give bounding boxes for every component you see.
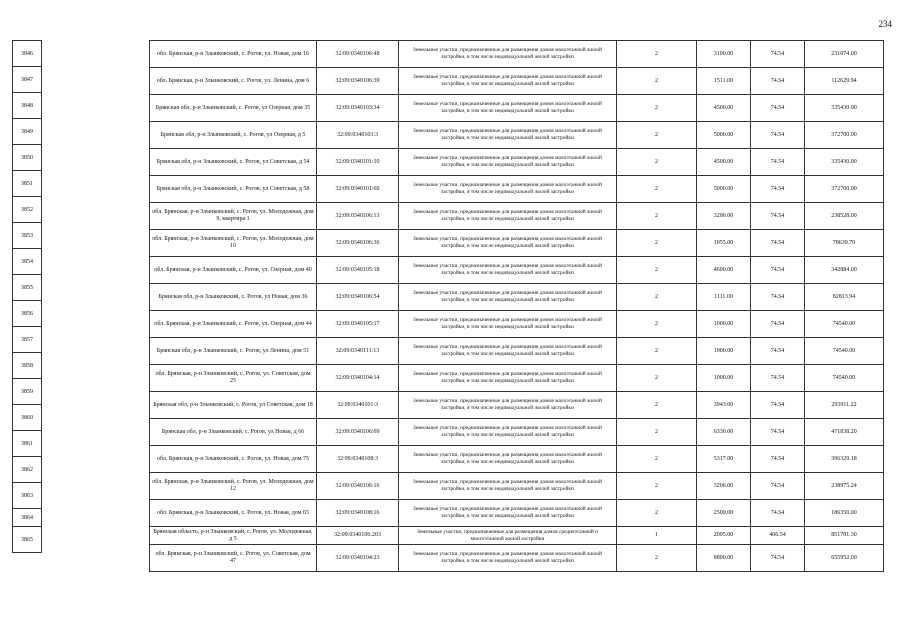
table-row (150, 284, 884, 311)
cadastral-value-cell: 335430.00 (805, 95, 884, 122)
area-cell: 3200.00 (697, 203, 751, 230)
area-cell: 5000.00 (697, 122, 751, 149)
row-id-cell: 3853 (13, 223, 41, 249)
table-row (150, 311, 884, 338)
cadastral-value-cell: 335430.00 (805, 149, 884, 176)
address-cell: обл. Брянская, р-н Злынковский, с. Рогов, ул. Советская, дом 25 (150, 365, 317, 392)
row-id-cell: 3859 (13, 379, 41, 405)
address-cell: обл. Брянская, р-н Злынковский, с. Рогов, ул. Ленина, дом 6 (150, 68, 317, 95)
address-cell: обл. Брянская, р-н Злынковский, с. Рогов, ул. Озерная, дом 44 (150, 311, 317, 338)
table-row (150, 419, 884, 446)
cadastral-number-cell: 32:09:0340108:3 (317, 446, 399, 473)
address-cell: Брянская обл, р-н Злынковский, с. Рогов, ул Советская, дом 18 (150, 392, 317, 419)
address-cell: обл. Брянская, р-н Злынковский, с. Рогов, ул. Советская, дом 47 (150, 545, 317, 572)
cadastral-number-cell: 32:09:0340106:203 (317, 527, 399, 545)
cadastral-value-cell: 231074.00 (805, 41, 884, 68)
area-cell: 1000.00 (697, 365, 751, 392)
cadastral-number-cell: 32:09:0340106:54 (317, 284, 399, 311)
group-cell: 2 (617, 284, 697, 311)
cadastral-number-cell: 32:09:0340104:14 (317, 365, 399, 392)
cadastral-value-cell: 396329.18 (805, 446, 884, 473)
group-cell: 2 (617, 446, 697, 473)
group-cell: 2 (617, 311, 697, 338)
group-cell: 2 (617, 95, 697, 122)
area-cell: 4500.00 (697, 149, 751, 176)
land-use-cell: Земельные участки, предназначенные для размещения домов малоэтажной жилой застройки, в том числе индивидуальной жилой застройки (399, 68, 617, 95)
group-cell: 2 (617, 149, 697, 176)
cadastral-number-cell: 32:09:0340104:23 (317, 545, 399, 572)
row-id-cell: 3846 (13, 41, 41, 67)
land-use-cell: Земельные участки, предназначенные для размещения домов малоэтажной жилой застройки, в том числе индивидуальной жилой застройки (399, 176, 617, 203)
land-use-cell: Земельные участки, предназначенные для размещения домов малоэтажной жилой застройки, в том числе индивидуальной жилой застройки (399, 338, 617, 365)
group-cell: 2 (617, 392, 697, 419)
land-use-cell: Земельные участки, предназначенные для размещения домов малоэтажной жилой застройки, в том числе индивидуальной жилой застройки (399, 545, 617, 572)
rate-cell: 74.54 (751, 68, 805, 95)
address-cell: обл. Брянская, р-н Злынковский, с. Рогов, ул. Молодежная, дом 12 (150, 473, 317, 500)
cadastral-number-cell: 32:09:0340105:17 (317, 311, 399, 338)
cadastral-value-cell: 78639.70 (805, 230, 884, 257)
cadastral-number-cell: 32:09:0340105:18 (317, 257, 399, 284)
row-id-cell: 3863 (13, 483, 41, 509)
cadastral-number-cell: 32:09:0340108:16 (317, 500, 399, 527)
row-id-cell: 3854 (13, 249, 41, 275)
cadastral-number-cell: 32:09:0340106:39 (317, 68, 399, 95)
cadastral-number-cell: 32:09:0340106:16 (317, 473, 399, 500)
rate-cell: 74.54 (751, 473, 805, 500)
area-cell: 1000.00 (697, 338, 751, 365)
cadastral-value-cell: 74540.00 (805, 365, 884, 392)
row-id-cell: 3852 (13, 197, 41, 223)
cadastral-number-cell: 32:09:0340101:10 (317, 149, 399, 176)
table-row (150, 527, 884, 545)
area-cell: 4500.00 (697, 95, 751, 122)
group-cell: 2 (617, 500, 697, 527)
group-cell: 2 (617, 230, 697, 257)
cadastral-value-cell: 186350.00 (805, 500, 884, 527)
address-cell: Брянская обл, р-н Злынковский, с. Рогов, ул Советская, д 58 (150, 176, 317, 203)
row-id-cell: 3856 (13, 301, 41, 327)
area-cell: 4600.00 (697, 257, 751, 284)
group-cell: 2 (617, 338, 697, 365)
group-cell: 2 (617, 41, 697, 68)
row-id-cell: 3861 (13, 431, 41, 457)
cadastral-number-cell: 32:09:0340101:3 (317, 392, 399, 419)
table-row (150, 122, 884, 149)
land-use-cell: Земельные участки, предназначенные для размещения домов малоэтажной жилой застройки, в том числе индивидуальной жилой застройки (399, 311, 617, 338)
page-number: 234 (878, 19, 892, 29)
rate-cell: 74.54 (751, 95, 805, 122)
area-cell: 2500.00 (697, 500, 751, 527)
rate-cell: 74.54 (751, 149, 805, 176)
row-id-cell: 3849 (13, 119, 41, 145)
row-id-cell: 3865 (13, 527, 41, 553)
address-cell: Брянская обл, р-н Злынковский, с. Рогов, ул Новая, дом 36 (150, 284, 317, 311)
cadastral-value-table (149, 40, 884, 572)
rate-cell: 74.54 (751, 446, 805, 473)
rate-cell: 74.54 (751, 392, 805, 419)
cadastral-value-cell: 82813.94 (805, 284, 884, 311)
area-cell: 5317.00 (697, 446, 751, 473)
group-cell: 2 (617, 257, 697, 284)
table-row (150, 257, 884, 284)
table-row (150, 500, 884, 527)
area-cell: 6330.00 (697, 419, 751, 446)
area-cell: 3100.00 (697, 41, 751, 68)
land-use-cell: Земельные участки, предназначенные для размещения домов малоэтажной жилой застройки, в том числе индивидуальной жилой застройки (399, 230, 617, 257)
land-use-cell: Земельные участки, предназначенные для размещения домов малоэтажной жилой застройки, в том числе индивидуальной жилой застройки (399, 500, 617, 527)
cadastral-value-cell: 74540.00 (805, 338, 884, 365)
land-use-cell: Земельные участки, предназначенные для размещения домов малоэтажной жилой застройки, в том числе индивидуальной жилой застройки (399, 284, 617, 311)
land-use-cell: Земельные участки, предназначенные для размещения домов малоэтажной жилой застройки, в том числе индивидуальной жилой застройки (399, 392, 617, 419)
cadastral-number-cell: 32:09:0340106:13 (317, 203, 399, 230)
group-cell: 2 (617, 122, 697, 149)
rate-cell: 74.54 (751, 122, 805, 149)
table-row (150, 149, 884, 176)
land-use-cell: Земельные участки, предназначенные для размещения домов малоэтажной жилой застройки, в том числе индивидуальной жилой застройки (399, 149, 617, 176)
area-cell: 3943.00 (697, 392, 751, 419)
table-row (150, 446, 884, 473)
rate-cell: 74.54 (751, 203, 805, 230)
address-cell: обл. Брянская, р-н Злынковский, с. Рогов, ул. Молодежная, дом 9, квартира 1 (150, 203, 317, 230)
table-row (150, 473, 884, 500)
table-row (150, 68, 884, 95)
address-cell: обл. Брянская, р-н Злынковский, с. Рогов, ул. Новая, дом 65 (150, 500, 317, 527)
cadastral-number-cell: 32:09:0340103:3 (317, 122, 399, 149)
group-cell: 1 (617, 527, 697, 545)
land-use-cell: Земельные участки, предназначенные для размещения домов малоэтажной жилой застройки, в том числе индивидуальной жилой застройки (399, 122, 617, 149)
rate-cell: 74.54 (751, 176, 805, 203)
cadastral-value-cell: 112629.94 (805, 68, 884, 95)
area-cell: 8800.00 (697, 545, 751, 572)
land-use-cell: Земельные участки, предназначенные для размещения домов малоэтажной жилой застройки, в том числе индивидуальной жилой застройки (399, 203, 617, 230)
cadastral-value-cell: 238975.24 (805, 473, 884, 500)
address-cell: обл. Брянская, р-н Злынковский, с. Рогов, ул. Молодежная, дом 10 (150, 230, 317, 257)
rate-cell: 74.54 (751, 500, 805, 527)
row-id-cell: 3860 (13, 405, 41, 431)
cadastral-value-cell: 372700.00 (805, 176, 884, 203)
row-id-cell: 3848 (13, 93, 41, 119)
table-row (150, 545, 884, 572)
group-cell: 2 (617, 203, 697, 230)
address-cell: Брянская обл, р-н Злынковский, с. Рогов, ул Озерная, д 5 (150, 122, 317, 149)
address-cell: Брянская обл, р-н Злынковский, с. Рогов, ул Новая, д 66 (150, 419, 317, 446)
row-id-cell: 3857 (13, 327, 41, 353)
rate-cell: 74.54 (751, 230, 805, 257)
rate-cell: 74.54 (751, 257, 805, 284)
row-id-cell: 3847 (13, 67, 41, 93)
cadastral-number-cell: 32:09:0340101:60 (317, 176, 399, 203)
rate-cell: 74.54 (751, 365, 805, 392)
land-use-cell: Земельные участки, предназначенные для размещения домов малоэтажной жилой застройки, в том числе индивидуальной жилой застройки (399, 365, 617, 392)
area-cell: 5000.00 (697, 176, 751, 203)
group-cell: 2 (617, 176, 697, 203)
address-cell: Брянская область, р-н Злынковский, с. Рогов, ул. Молодежная, д 5 (150, 527, 317, 545)
land-use-cell: Земельные участки, предназначенные для размещения домов малоэтажной жилой застройки, в том числе индивидуальной жилой застройки (399, 446, 617, 473)
land-use-cell: Земельные участки, предназначенные для размещения домов малоэтажной жилой застройки, в том числе индивидуальной жилой застройки (399, 257, 617, 284)
area-cell: 1055.00 (697, 230, 751, 257)
table-row (150, 392, 884, 419)
group-cell: 2 (617, 545, 697, 572)
rate-cell: 74.54 (751, 284, 805, 311)
area-cell: 1511.00 (697, 68, 751, 95)
table-row (150, 365, 884, 392)
table-row (150, 41, 884, 68)
rate-cell: 74.54 (751, 338, 805, 365)
rate-cell: 74.54 (751, 545, 805, 572)
row-id-cell: 3855 (13, 275, 41, 301)
row-id-cell: 3864 (13, 509, 41, 527)
land-use-cell: Земельные участки, предназначенные для размещения домов малоэтажной жилой застройки, в том числе индивидуальной жилой застройки (399, 473, 617, 500)
address-cell: Брянская обл, р-н Злынковский, с. Рогов, ул Озерная, дом 35 (150, 95, 317, 122)
cadastral-number-cell: 32:09:0340103:34 (317, 95, 399, 122)
rate-cell: 74.54 (751, 311, 805, 338)
area-cell: 2095.00 (697, 527, 751, 545)
cadastral-value-cell: 238528.00 (805, 203, 884, 230)
cadastral-number-cell: 32:09:0340106:48 (317, 41, 399, 68)
address-cell: обл. Брянская, р-н Злынковский, с. Рогов, ул. Озерная, дом 40 (150, 257, 317, 284)
area-cell: 1111.00 (697, 284, 751, 311)
cadastral-value-cell: 74540.00 (805, 311, 884, 338)
cadastral-value-cell: 372700.00 (805, 122, 884, 149)
land-use-cell: Земельные участки, предназначенные для размещения домов малоэтажной жилой застройки, в том числе индивидуальной жилой застройки (399, 95, 617, 122)
row-id-cell: 3851 (13, 171, 41, 197)
row-id-column (12, 40, 42, 553)
address-cell: Брянская обл, р-н Злынковский, с. Рогов, ул Советская, д 54 (150, 149, 317, 176)
row-id-cell: 3862 (13, 457, 41, 483)
group-cell: 2 (617, 419, 697, 446)
group-cell: 2 (617, 68, 697, 95)
cadastral-value-cell: 342884.00 (805, 257, 884, 284)
cadastral-number-cell: 32:09:0340106:69 (317, 419, 399, 446)
rate-cell: 406.54 (751, 527, 805, 545)
table-row (150, 338, 884, 365)
table-row (150, 95, 884, 122)
area-cell: 1000.00 (697, 311, 751, 338)
table-row (150, 176, 884, 203)
group-cell: 2 (617, 473, 697, 500)
rate-cell: 74.54 (751, 419, 805, 446)
cadastral-value-cell: 851701.30 (805, 527, 884, 545)
cadastral-number-cell: 32:09:0340111:13 (317, 338, 399, 365)
cadastral-value-cell: 293911.22 (805, 392, 884, 419)
area-cell: 3206.00 (697, 473, 751, 500)
address-cell: Брянская обл, р-н Злынковский, с. Рогов, ул Ленина, дом 51 (150, 338, 317, 365)
group-cell: 2 (617, 365, 697, 392)
table-row (150, 230, 884, 257)
address-cell: обл. Брянская, р-н Злынковский, с. Рогов, ул. Новая, дом 75 (150, 446, 317, 473)
land-use-cell: Земельные участки, предназначенные для размещения домов малоэтажной жилой застройки, в том числе индивидуальной жилой застройки (399, 419, 617, 446)
row-id-cell: 3850 (13, 145, 41, 171)
land-use-cell: Земельные участки, предназначенные для размещения домов среднеэтажной и многоэтажной жилой застройки (399, 527, 617, 545)
cadastral-number-cell: 32:09:0340106:36 (317, 230, 399, 257)
cadastral-value-cell: 471838.20 (805, 419, 884, 446)
row-id-cell: 3858 (13, 353, 41, 379)
table-row (150, 203, 884, 230)
land-use-cell: Земельные участки, предназначенные для размещения домов малоэтажной жилой застройки, в том числе индивидуальной жилой застройки (399, 41, 617, 68)
cadastral-value-cell: 655952.00 (805, 545, 884, 572)
rate-cell: 74.54 (751, 41, 805, 68)
address-cell: обл. Брянская, р-н Злынковский, с. Рогов, ул. Новая, дом 16 (150, 41, 317, 68)
